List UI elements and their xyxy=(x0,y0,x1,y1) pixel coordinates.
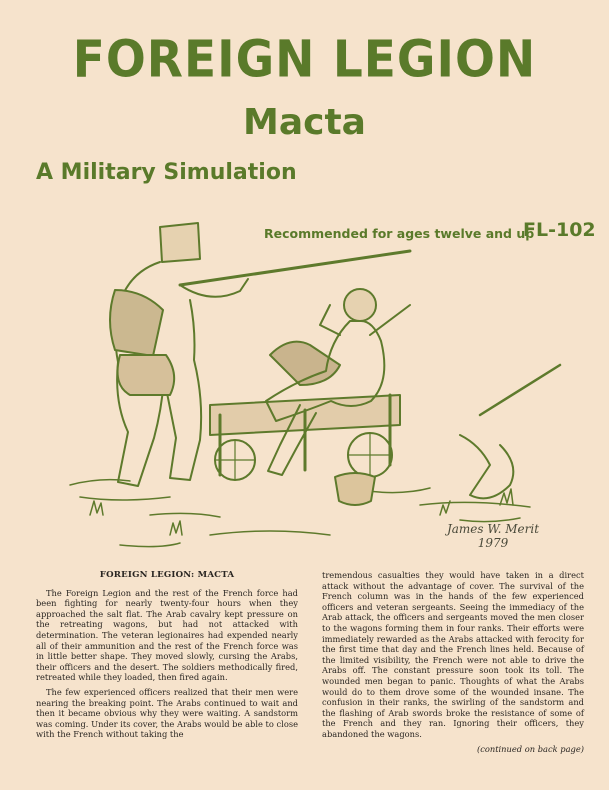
battle-illustration xyxy=(60,215,570,560)
article-paragraph-2: The few experienced officers realized that their men were nearing the breaking point. The Arabs continued to wait and then it became obvious why they were waiting. A sandstorm was coming. Under its cover, the Arabs would be able to close with the French without taking the xyxy=(36,686,298,740)
artist-signature xyxy=(438,522,548,550)
article-left-column xyxy=(36,570,298,744)
signature-name: James W. Merit xyxy=(446,522,540,536)
article-right-column xyxy=(322,570,584,754)
age-recommendation: Recommended for ages twelve and up xyxy=(264,226,535,241)
article-paragraph-1: The Foreign Legion and the rest of the French force had been fighting for nearly twenty-four hours when they approached the salt flat. The Arab cavalry kept pressure on the retreating wagons, but had not attacked with determination. The veteran legionaires had expended nearly all of their ammunition and the rest of the French force was in little better shape. They moved slowly, cursing the Arabs, their officers and the desert. The soldiers methodically fired, retreated while they loaded, then fired again. xyxy=(36,587,298,683)
game-subtitle: Macta xyxy=(243,102,366,143)
article-heading: FOREIGN LEGION: MACTA xyxy=(99,570,235,580)
signature-year: 1979 xyxy=(477,536,509,550)
game-tagline: A Military Simulation xyxy=(36,160,297,185)
game-title: FOREIGN LEGION xyxy=(72,30,537,90)
article-paragraph-3: tremendous casualties they would have taken in a direct attack without the advantage of cover. The survival of the French column was in the hands of the few experienced officers and veteran sergeants. Seeing the immediacy of the Arab attack, the officers and sergeants moved the men closer to the wagons forming them in four ranks. Their efforts were immediately rewarded as the Arabs attacked with ferocity for the first time that day and the French lines held. Because of the limited visibility, the French were not able to drive the Arabs off. The constant pressure soon took its toll. The wounded men began to panic. Thoughts of what the Arabs would do to them drove some of the wounded insane. The confusion in their ranks, the swirling of the sandstorm and the flashing of Arab swords broke the resistance of some of the French and they ran. Ignoring their officers, they abandoned the wagons. xyxy=(322,570,584,739)
product-code: FL-102 xyxy=(523,219,596,241)
continued-note: (continued on back page) xyxy=(476,743,584,754)
